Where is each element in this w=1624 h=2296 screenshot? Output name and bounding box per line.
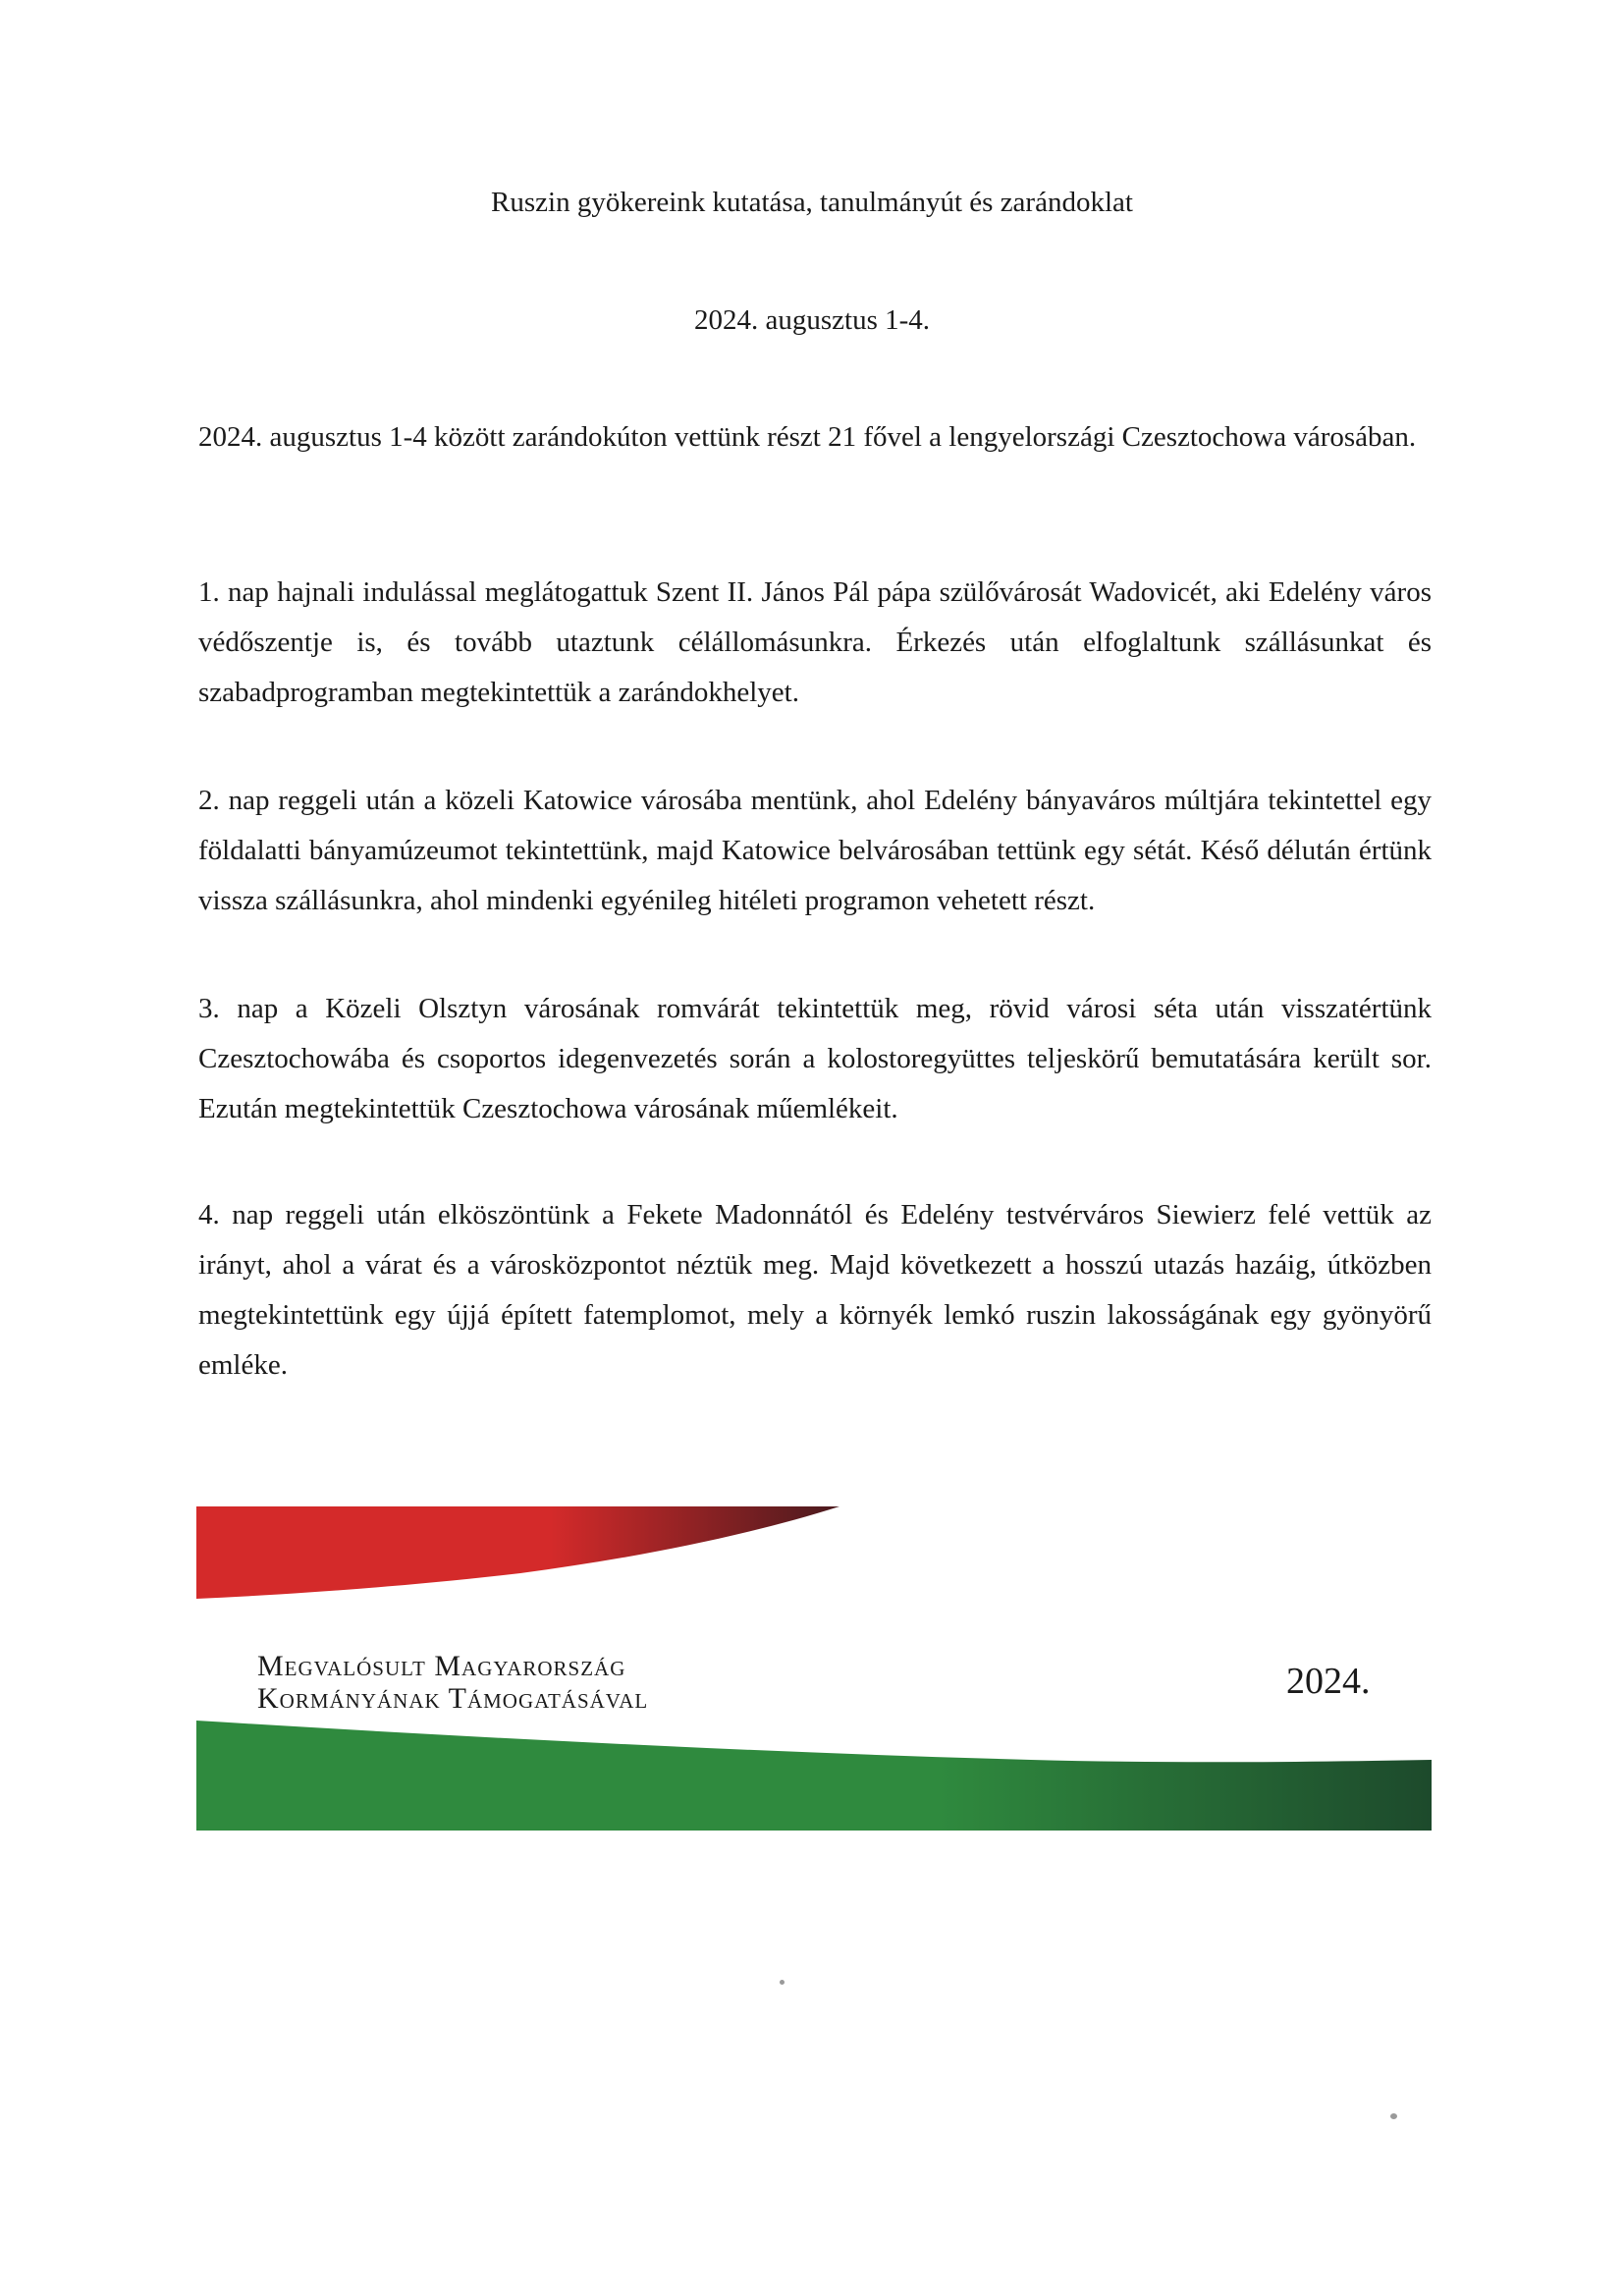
day-1-paragraph: 1. nap hajnali indulással meglátogattuk Szent II. János Pál pápa szülővárosát Wadovicét, aki Edelény város védőszentje is, és tovább utaztunk célállomásunkra. Érkezés után elfoglaltunk szállásunkat és szabadprogramban megtekintettük a zarándokhelyet. xyxy=(198,576,1432,708)
intro-paragraph: 2024. augusztus 1-4 között zarándokúton vettünk részt 21 fővel a lengyelországi Czesztochowa városában. xyxy=(198,421,1417,453)
red-wave-band xyxy=(196,1506,839,1599)
government-support-banner xyxy=(196,1503,1432,1831)
document-date: 2024. augusztus 1-4. xyxy=(693,304,931,336)
footer-year: 2024. xyxy=(1286,1661,1371,1702)
document-title: Ruszin gyökereink kutatása, tanulmányút és zarándoklat xyxy=(491,187,1133,218)
funding-statement xyxy=(257,1650,648,1715)
green-wave-band xyxy=(196,1721,1432,1831)
day-4-paragraph: 4. nap reggeli után elköszöntünk a Fekete Madonnától és Edelény testvérváros Siewierz felé vettük az irányt, ahol a várat és a városközpontot néztük meg. Majd következett a hosszú utazás hazáig, útközben megtekintettünk egy újjá épített fatemplomot, mely a környék lemkó ruszin lakosságának egy gyönyörű emléke. xyxy=(198,1199,1432,1381)
funding-line-1: Megvalósult Magyarország xyxy=(257,1650,626,1682)
scan-speck xyxy=(1390,2113,1397,2119)
scan-speck xyxy=(780,1980,785,1985)
day-3-paragraph: 3. nap a Közeli Olsztyn városának romvárát tekintettük meg, rövid városi séta után visszatértünk Czesztochowába és csoportos idegenvezetés során a kolostoregyüttes teljeskörű bemutatására került sor. Ezután megtekintettük Czesztochowa városának műemlékeit. xyxy=(198,993,1432,1124)
day-2-paragraph: 2. nap reggeli után a közeli Katowice városába mentünk, ahol Edelény bányaváros múltjára tekintettel egy földalatti bányamúzeumot tekintettünk, majd Katowice belvárosában tettünk egy sétát. Késő délután értünk vissza szállásunkra, ahol mindenki egyénileg hitéleti programon vehetett részt. xyxy=(198,785,1432,916)
funding-line-2: Kormányának Támogatásával xyxy=(257,1682,649,1715)
